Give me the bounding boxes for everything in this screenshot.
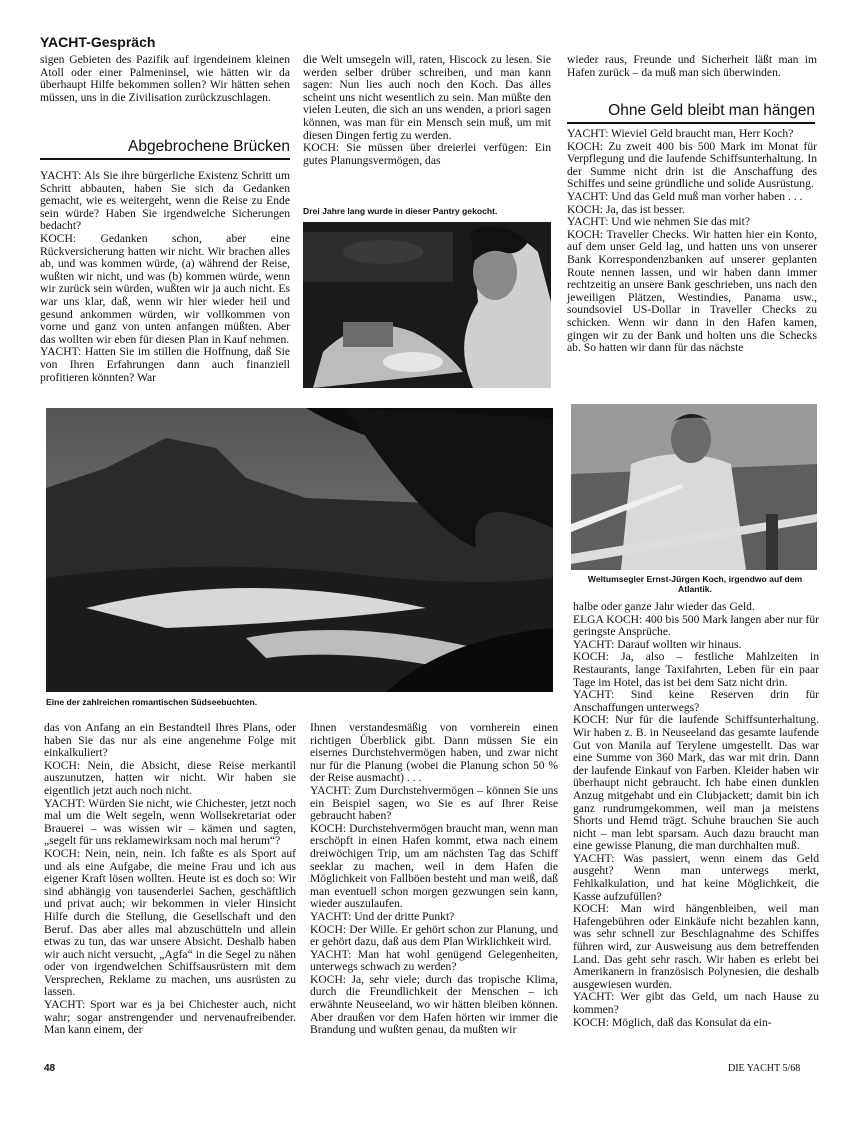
sailor-photo-caption: Weltumsegler Ernst-Jürgen Koch, irgendwo auf dem Atlantik. (587, 574, 803, 594)
paragraph: YACHT: Zum Durchstehvermögen – können Sie uns ein Beispiel sagen, wo Sie es auf Ihrer Reise gebraucht haben? (310, 783, 558, 823)
bay-photo-caption: Eine der zahlreichen romantischen Südseebuchten. (46, 697, 258, 707)
issue-label: DIE YACHT 5/68 (728, 1063, 801, 1074)
paragraph: das von Anfang an ein Bestandteil Ihres Plans, oder haben Sie das nur als eine angenehme Folge mit einkalkuliert? (44, 721, 296, 760)
section-heading-abgebrochene-bruecken: Abgebrochene Brücken (40, 138, 290, 160)
sailor-photo (571, 404, 817, 570)
paragraph: KOCH: Ja, sehr viele; durch das tropische Klima, durch die Freundlichkeit der Menschen – ich erwähnte Neuseeland, wo wir hätten bleiben können. Aber draußen vor dem Hafen hörten wir immer die Brandung und wußten genau, da mußten wir (310, 972, 558, 1037)
paragraph: YACHT: Wieviel Geld braucht man, Herr Koch? (567, 127, 794, 140)
paragraph: YACHT: Was passiert, wenn einem das Geld ausgeht? Wenn man unterwegs merkt, Fehlkalkulation, und hat keine Möglichkeit, die Kasse aufzufüllen? (573, 851, 819, 903)
paragraph: die Welt umsegeln will, raten, Hiscock zu lesen. Sie werden selber drüber schreiben, und man kann sagen: Nun lies auch noch den Koch. Das alles scheint uns nicht wesentlich zu sein. Man müßte den vielen Leuten, die sich an uns wenden, a priori sagen können, was man für ein Mensch sein muß, um mit diesen Dingen fertig zu werden. (303, 53, 551, 142)
paragraph: YACHT: Hatten Sie im stillen die Hoffnung, daß Sie von Ihren Erfahrungen dann auch finanziell profitieren könnten? War (40, 345, 290, 384)
paragraph: halbe oder ganze Jahr wieder das Geld. (573, 600, 755, 613)
paragraph: KOCH: Zu zweit 400 bis 500 Mark im Monat für Verpflegung und die laufende Schiffsunterhaltung. In der Summe nicht drin ist die Anschaffung des Schiffes und seine gründliche und solide Ausrüstung. (567, 139, 817, 191)
paragraph: KOCH: Ja, das ist besser. (567, 202, 685, 216)
paragraph: KOCH: Man wird hängenbleiben, weil man Hafengebühren oder Einkäufe nicht bezahlen kann, was sehr schnell zur Beschlagnahme des Schiffes führen wird, zur Ausweisung aus dem betreffenden Land. Das geht sehr rasch. Wir haben es erlebt bei Amerikanern in französisch Polynesien, die deshalb ausgewiesen wurden. (573, 902, 819, 991)
paragraph: YACHT: Sind keine Reserven drin für Anschaffungen unterwegs? (573, 688, 819, 714)
paragraph: Ihnen verstandesmäßig von vornherein einen richtigen Überblick gibt. Dann müssen Sie ein eisernes Durchstehvermögen haben, und zwar nicht nur für die Planung (wobei die Planung schon 50 % der Reise ausmacht) . . . (310, 721, 558, 785)
paragraph: KOCH: Sie müssen über dreierlei verfügen: Ein gutes Planungsvermögen, das (303, 141, 551, 167)
col3-lower-text (573, 601, 819, 1029)
paragraph: wieder raus, Freunde und Sicherheit läßt man im Hafen zurück – da muß man sich überwinden. (567, 53, 817, 79)
page-header-title: YACHT-Gespräch (40, 34, 156, 50)
paragraph: KOCH: Durchstehvermögen braucht man, wenn man erschöpft in einen Hafen kommt, etwa nach einem dreiwöchigen Trip, um am nächsten Tag das Schiff seeklar zu machen, weil in dem Hafen die Möglichkeit von Fallböen besteht und man weiß, daß man eventuell schon morgen gezwungen sein kann, wieder auszulaufen. (310, 821, 558, 911)
paragraph: YACHT: Darauf wollten wir hinaus. (573, 637, 742, 651)
paragraph: KOCH: Möglich, daß das Konsulat da ein- (573, 1015, 772, 1029)
paragraph: KOCH: Ja, also – festliche Mahlzeiten in Restaurants, lange Taxifahrten, Leben für ein paar Tage im Hotel, das ist bei dem Satz nicht drin. (573, 650, 819, 689)
col2-lower-text (310, 722, 558, 1037)
paragraph: YACHT: Sport war es ja bei Chichester auch, nicht wahr; sogar anstrengender und nervenaufreibender. Man kann einem, der (44, 998, 296, 1037)
col1-lower-text (44, 722, 296, 1037)
paragraph: YACHT: Würden Sie nicht, wie Chichester, jetzt noch mal um die Welt segeln, wenn Wollsekretariat oder Brauerei – was wissen wir – kämen und sagten, „segelt für uns reklamewirksam noch mal herum“? (44, 796, 296, 848)
paragraph: YACHT: Wer gibt das Geld, um nach Hause zu kommen? (573, 990, 819, 1016)
south-sea-bay-photo (46, 408, 553, 692)
col1-interview-text (40, 170, 290, 384)
paragraph: YACHT: Und der dritte Punkt? (310, 909, 455, 923)
page-number: 48 (44, 1063, 56, 1074)
pantry-photo (303, 222, 551, 388)
col1-top-text (40, 54, 290, 104)
col3-top-text (567, 54, 817, 79)
col3-interview-text (567, 128, 817, 355)
col2-top-text (303, 54, 551, 167)
paragraph: YACHT: Man hat wohl genügend Gelegenheiten, unterwegs schwach zu werden? (310, 947, 558, 974)
pantry-photo-caption: Drei Jahre lang wurde in dieser Pantry gekocht. (303, 206, 498, 216)
paragraph: KOCH: Nein, nein, nein. Ich faßte es als Sport auf und als eine Aufgabe, die meine Frau und ich aus eigener Kraft lösen wollten. Heute ist es doch so: Wir sind abhängig von tausenderlei Sachen, geschäftlich und privat auch; wir bekommen in vieler Hinsicht Hilfe durch die Stellung, die Gesellschaft und den Beruf. Das aber alles mal abzuschütteln und allein etwas zu tun, das war unsere Absicht. Deshalb haben wir auch nicht versucht, „Agfa“ in die Segel zu nähen oder von irgendwelchen Schiffsausrüstern mit dem Versprechen, Reklame zu machen, uns ausrüsten zu lassen. (44, 846, 296, 999)
paragraph: KOCH: Nein, die Absicht, diese Reise merkantil auszunutzen, hatten wir nicht. Wir haben sie eigentlich jetzt auch noch nicht. (44, 758, 296, 797)
paragraph: KOCH: Der Wille. Er gehört schon zur Planung, und er gehört dazu, daß aus dem Plan Wirklichkeit wird. (310, 922, 558, 949)
paragraph: sigen Gebieten des Pazifik auf irgendeinem kleinen Atoll oder einer Palmeninsel, wie hätten wir da überhaupt Hilfe bekommen sollen? Wir hätten sehen müssen, uns in die Zivilisation zurückzuschlagen. (40, 53, 290, 104)
paragraph: KOCH: Traveller Checks. Wir hatten hier ein Konto, auf dem unser Geld lag, und hatten uns von unserer Bank Korrespondenzbanken auf unserer geplanten Route nennen lassen, und wir haben dann immer rechtzeitig an unsere Bank geschrieben, uns nach den jeweiligen Plätzen, Westindies, Panama usw., soundsoviel US-Dollar in Traveller Checks zu schicken. Wenn wir dann in den Hafen kamen, gingen wir zu der Bank und holten uns die Schecks ab. So hatten wir dann für das nächste (567, 227, 817, 355)
section-heading-ohne-geld: Ohne Geld bleibt man hängen (567, 102, 815, 124)
paragraph: YACHT: Und das Geld muß man vorher haben . . . (567, 189, 803, 203)
paragraph: YACHT: Und wie nehmen Sie das mit? (567, 215, 750, 229)
paragraph: ELGA KOCH: 400 bis 500 Mark langen aber nur für geringste Ansprüche. (573, 612, 819, 639)
paragraph: YACHT: Als Sie ihre bürgerliche Existenz Schritt um Schritt abbauten, haben Sie sich da Gedanken gemacht, wie es weitergeht, wenn die Reise zu Ende sein würde? Haben Sie irgendwelche Sicherungen bedacht? (40, 169, 290, 233)
paragraph: KOCH: Nur für die laufende Schiffsunterhaltung. Wir haben z. B. in Neuseeland das gesamte laufende Gut von Manila auf Terylene umgestellt. Das war eine Summe von 360 Mark, das war mit drin. Dann der laufende Einkauf von Farben. Kleider haben wir überhaupt nicht gebraucht. Ich habe einen dunklen Anzug mitgehabt und ein Clubjackett; damit bin ich ganz rundrumgekommen, weil man ja meistens Shorts und Hemd trägt. Schuhe brauchen Sie auch nicht – man lebt sparsam. Auch dazu braucht man eine gewisse Planung, die man durchhalten muß. (573, 713, 819, 853)
paragraph: KOCH: Gedanken schon, aber eine Rückversicherung hatten wir nicht. Wir brachen alles ab, und was kommen würde, (a) während der Reise, wußten wir nicht, und was (b) kommen würde, wenn wir zurück sein würden, wußten wir ja auch nicht. Es war uns klar, daß, wenn wir hier wieder heil und gesund ankommen würden, wir vollkommen von vorne und ganz von unten anfangen müßten. Aber das wollten wir eben für diesen Plan in Kauf nehmen. (40, 231, 290, 346)
